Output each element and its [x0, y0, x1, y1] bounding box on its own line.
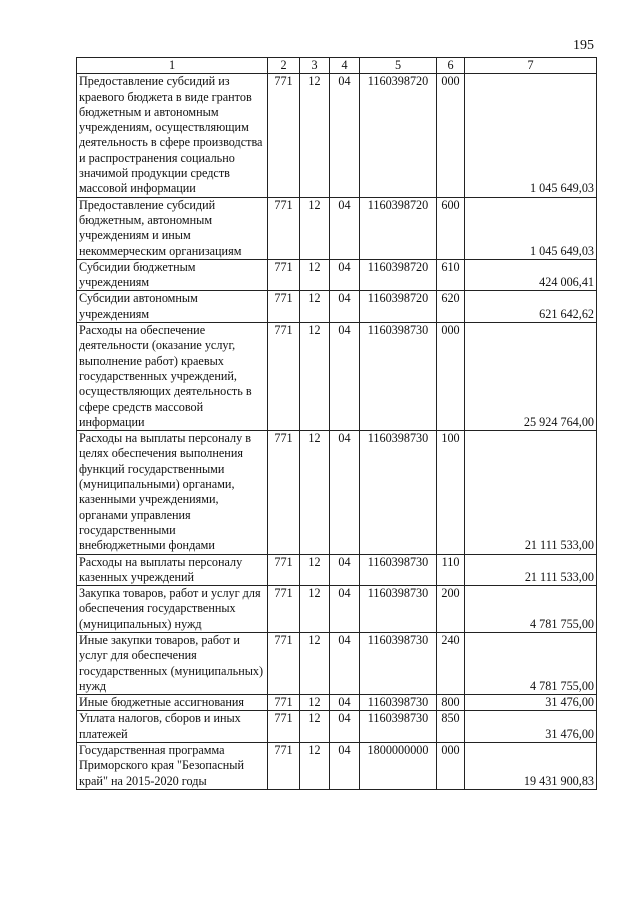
row-amount: 21 111 533,00	[465, 554, 597, 586]
column-header: 1	[77, 58, 268, 74]
row-amount: 31 476,00	[465, 695, 597, 711]
row-subsection: 04	[330, 743, 360, 790]
row-code: 771	[268, 695, 300, 711]
row-description: Государственная программа Приморского края "Безопасный край" на 2015-2020 годы	[77, 743, 268, 790]
table-header-row	[77, 58, 597, 74]
row-target-article: 1160398720	[360, 197, 437, 259]
row-target-article: 1160398730	[360, 586, 437, 633]
row-amount: 621 642,62	[465, 291, 597, 323]
row-subsection: 04	[330, 632, 360, 694]
row-target-article: 1160398720	[360, 74, 437, 197]
column-header: 5	[360, 58, 437, 74]
row-expense-type: 620	[437, 291, 465, 323]
row-expense-type: 000	[437, 74, 465, 197]
row-amount: 424 006,41	[465, 259, 597, 291]
row-amount: 25 924 764,00	[465, 323, 597, 431]
row-expense-type: 610	[437, 259, 465, 291]
row-expense-type: 800	[437, 695, 465, 711]
row-subsection: 04	[330, 695, 360, 711]
row-expense-type: 100	[437, 431, 465, 554]
row-description: Закупка товаров, работ и услуг для обеспечения государственных (муниципальных) нужд	[77, 586, 268, 633]
row-amount: 1 045 649,03	[465, 74, 597, 197]
row-section: 12	[300, 291, 330, 323]
row-section: 12	[300, 74, 330, 197]
table-row	[77, 632, 597, 694]
row-code: 771	[268, 586, 300, 633]
row-code: 771	[268, 197, 300, 259]
row-target-article: 1160398720	[360, 259, 437, 291]
row-code: 771	[268, 259, 300, 291]
row-target-article: 1800000000	[360, 743, 437, 790]
table-row	[77, 197, 597, 259]
row-section: 12	[300, 197, 330, 259]
row-expense-type: 600	[437, 197, 465, 259]
row-subsection: 04	[330, 197, 360, 259]
column-header: 2	[268, 58, 300, 74]
row-expense-type: 850	[437, 711, 465, 743]
row-expense-type: 200	[437, 586, 465, 633]
row-section: 12	[300, 431, 330, 554]
table-row	[77, 259, 597, 291]
row-section: 12	[300, 554, 330, 586]
row-subsection: 04	[330, 711, 360, 743]
row-code: 771	[268, 632, 300, 694]
row-code: 771	[268, 431, 300, 554]
row-amount: 19 431 900,83	[465, 743, 597, 790]
row-section: 12	[300, 695, 330, 711]
row-amount: 4 781 755,00	[465, 632, 597, 694]
row-description: Расходы на обеспечение деятельности (оказание услуг, выполнение работ) краевых государственных учреждений, осуществляющих деятельность в сфере средств массовой информации	[77, 323, 268, 431]
row-section: 12	[300, 711, 330, 743]
column-header: 7	[465, 58, 597, 74]
table-row	[77, 695, 597, 711]
row-amount: 4 781 755,00	[465, 586, 597, 633]
row-code: 771	[268, 323, 300, 431]
row-description: Иные закупки товаров, работ и услуг для обеспечения государственных (муниципальных) нужд	[77, 632, 268, 694]
table-row	[77, 431, 597, 554]
row-section: 12	[300, 259, 330, 291]
table-row	[77, 291, 597, 323]
row-target-article: 1160398730	[360, 711, 437, 743]
row-target-article: 1160398730	[360, 695, 437, 711]
row-section: 12	[300, 323, 330, 431]
row-section: 12	[300, 586, 330, 633]
row-code: 771	[268, 291, 300, 323]
column-header: 4	[330, 58, 360, 74]
row-target-article: 1160398720	[360, 291, 437, 323]
row-expense-type: 240	[437, 632, 465, 694]
row-expense-type: 110	[437, 554, 465, 586]
row-subsection: 04	[330, 431, 360, 554]
row-code: 771	[268, 711, 300, 743]
row-description: Субсидии бюджетным учреждениям	[77, 259, 268, 291]
row-target-article: 1160398730	[360, 323, 437, 431]
row-subsection: 04	[330, 291, 360, 323]
row-subsection: 04	[330, 74, 360, 197]
row-expense-type: 000	[437, 743, 465, 790]
row-description: Уплата налогов, сборов и иных платежей	[77, 711, 268, 743]
column-header: 3	[300, 58, 330, 74]
table-row	[77, 74, 597, 197]
column-header: 6	[437, 58, 465, 74]
row-description: Иные бюджетные ассигнования	[77, 695, 268, 711]
row-target-article: 1160398730	[360, 554, 437, 586]
row-expense-type: 000	[437, 323, 465, 431]
table-row	[77, 586, 597, 633]
row-target-article: 1160398730	[360, 632, 437, 694]
row-description: Расходы на выплаты персоналу в целях обеспечения выполнения функций государственными (муниципальными) органами, казенными учреждениями, органами управления государственными внебюджетными фондами	[77, 431, 268, 554]
table-row	[77, 711, 597, 743]
row-target-article: 1160398730	[360, 431, 437, 554]
page-number: 195	[573, 38, 594, 53]
row-section: 12	[300, 632, 330, 694]
table-row	[77, 743, 597, 790]
row-code: 771	[268, 554, 300, 586]
row-description: Субсидии автономным учреждениям	[77, 291, 268, 323]
row-description: Расходы на выплаты персоналу казенных учреждений	[77, 554, 268, 586]
table-row	[77, 554, 597, 586]
row-subsection: 04	[330, 554, 360, 586]
row-description: Предоставление субсидий из краевого бюджета в виде грантов бюджетным и автономным учреждениям, осуществляющим деятельность в сфере производства и распространения социально значимой продукции средств массовой информации	[77, 74, 268, 197]
row-section: 12	[300, 743, 330, 790]
row-code: 771	[268, 74, 300, 197]
row-amount: 1 045 649,03	[465, 197, 597, 259]
row-amount: 21 111 533,00	[465, 431, 597, 554]
row-subsection: 04	[330, 259, 360, 291]
row-amount: 31 476,00	[465, 711, 597, 743]
row-subsection: 04	[330, 323, 360, 431]
budget-table	[76, 57, 597, 790]
row-code: 771	[268, 743, 300, 790]
table-row	[77, 323, 597, 431]
row-description: Предоставление субсидий бюджетным, автономным учреждениям и иным некоммерческим организациям	[77, 197, 268, 259]
row-subsection: 04	[330, 586, 360, 633]
